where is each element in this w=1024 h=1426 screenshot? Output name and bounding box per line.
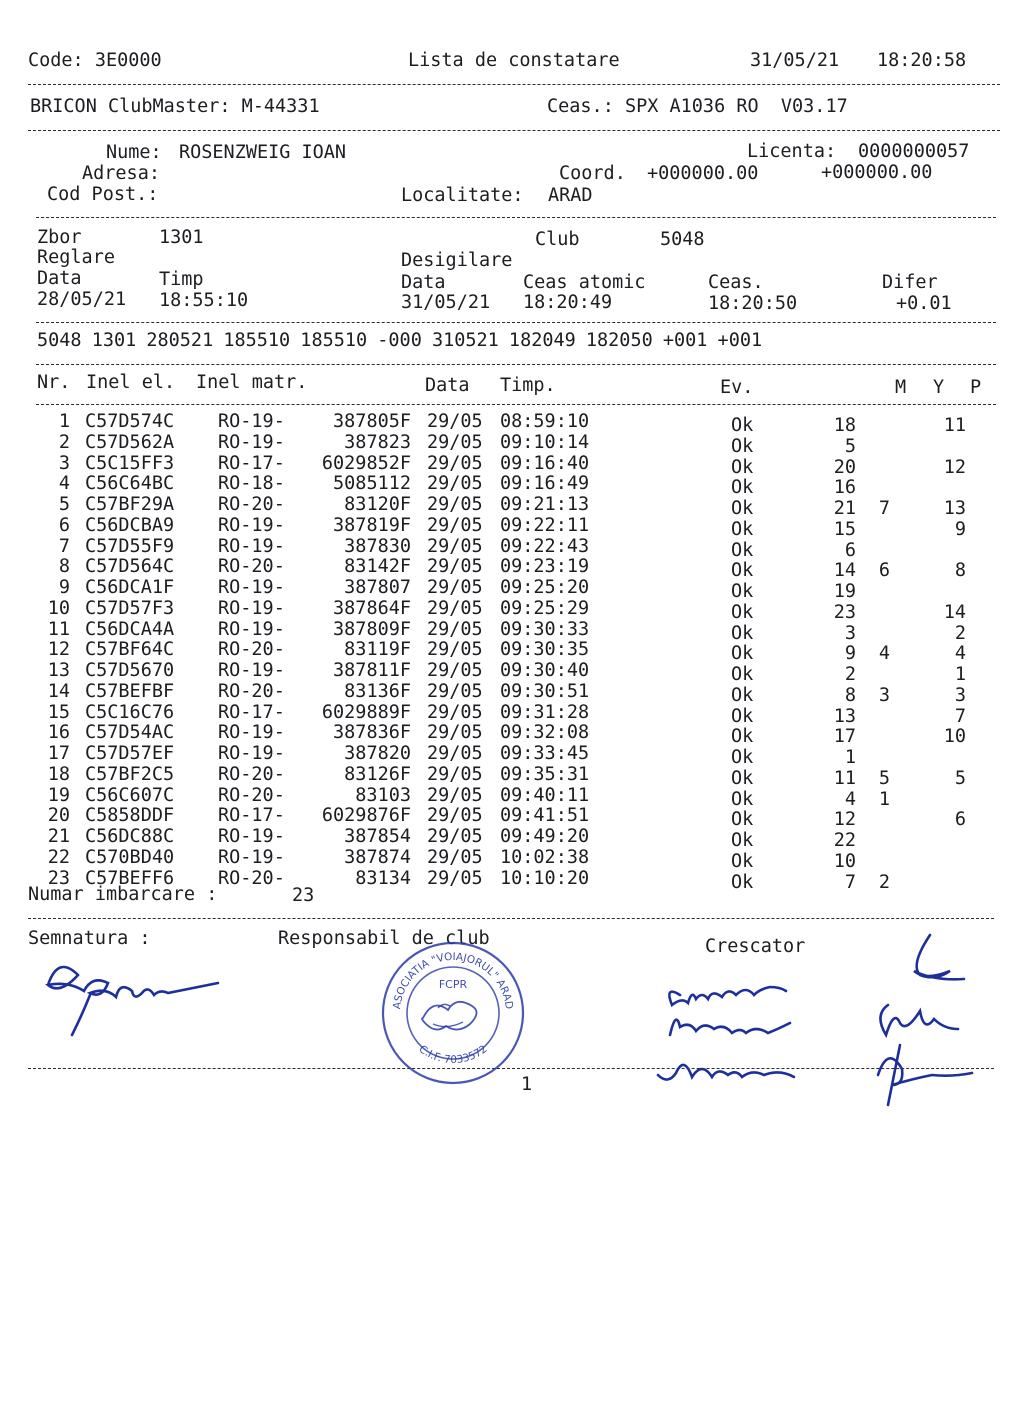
rank-p: 12 <box>943 456 966 478</box>
divider <box>28 84 1000 85</box>
print-date: 31/05/21 <box>750 50 840 71</box>
electronic-ring: C56C607C <box>85 784 175 806</box>
arrival-time: 09:30:35 <box>500 639 590 661</box>
signature-scribble-right <box>650 925 1000 1125</box>
signature-scribble-left <box>30 945 250 1045</box>
event-status: Ok <box>731 830 754 851</box>
ring-prefix: RO-19- <box>218 431 285 453</box>
ring-prefix: RO-20- <box>218 639 285 661</box>
divider <box>36 217 996 218</box>
stamp-text-top: ASOCIATIA "VOIAJORUL" ARAD <box>391 950 515 1010</box>
electronic-ring: C5C16C76 <box>85 701 175 723</box>
arrival-date: 29/05 <box>427 867 483 889</box>
divider <box>28 130 1000 131</box>
electronic-ring: C57D5670 <box>85 660 175 681</box>
ring-prefix: RO-18- <box>218 473 285 495</box>
row-number: 23 <box>47 867 70 889</box>
col-p: P <box>970 377 982 398</box>
arrival-time: 09:25:20 <box>500 577 590 598</box>
row-number: 7 <box>58 535 70 557</box>
event-status: Ok <box>731 747 754 768</box>
rank-m: 7 <box>844 871 856 893</box>
arrival-time: 09:32:08 <box>500 722 590 744</box>
event-status: Ok <box>731 518 754 540</box>
arrival-time: 09:25:29 <box>500 597 590 619</box>
rank-m: 14 <box>833 560 856 582</box>
electronic-ring: C57BF64C <box>85 639 175 661</box>
ring-number: 387819F <box>333 514 411 536</box>
arrival-time: 09:40:11 <box>500 784 590 806</box>
arrival-time: 10:02:38 <box>500 846 590 868</box>
arrival-date: 29/05 <box>427 701 483 723</box>
ring-number: 387874 <box>344 846 411 868</box>
event-status: Ok <box>731 788 754 810</box>
atomic-clock-label: Ceas atomic <box>523 272 646 293</box>
rank-m: 22 <box>833 830 856 851</box>
rank-p: 1 <box>954 664 966 685</box>
event-status: Ok <box>731 705 754 727</box>
arrival-time: 08:59:10 <box>500 411 590 432</box>
ring-prefix: RO-17- <box>218 805 285 827</box>
rank-m: 10 <box>833 850 856 872</box>
electronic-ring: C56DCA1F <box>85 577 175 598</box>
arrival-date: 29/05 <box>427 473 483 495</box>
event-status: Ok <box>731 415 754 436</box>
address-label: Adresa: <box>82 163 160 184</box>
ring-number: 83120F <box>344 494 411 515</box>
arrival-date: 29/05 <box>427 618 483 640</box>
rank-m: 8 <box>844 684 856 706</box>
event-status: Ok <box>731 684 754 706</box>
arrival-date: 29/05 <box>427 494 483 515</box>
ring-prefix: RO-17- <box>218 701 285 723</box>
row-number: 14 <box>47 680 70 702</box>
ring-number: 387823 <box>344 431 411 453</box>
rank-p: 6 <box>954 809 966 831</box>
event-status: Ok <box>731 539 754 561</box>
electronic-ring: C57D54AC <box>85 722 175 744</box>
arrival-date: 29/05 <box>427 743 483 764</box>
code-label: Code: 3E0000 <box>28 50 162 71</box>
name-label: Nume: <box>106 142 162 163</box>
ring-number: 387811F <box>333 660 411 681</box>
arrival-time: 09:49:20 <box>500 826 590 847</box>
rank-p: 3 <box>954 684 966 706</box>
arrival-time: 09:30:51 <box>500 680 590 702</box>
arrival-time: 09:16:49 <box>500 473 590 495</box>
coord-y: +000000.00 <box>821 162 933 183</box>
electronic-ring: C57D57EF <box>85 743 175 764</box>
row-number: 13 <box>47 660 70 681</box>
ring-number: 83136F <box>344 680 411 702</box>
ring-prefix: RO-19- <box>218 597 285 619</box>
rank-m: 15 <box>833 518 856 540</box>
ring-prefix: RO-20- <box>218 867 285 889</box>
rank-p: 7 <box>954 705 966 727</box>
rank-m: 9 <box>844 643 856 665</box>
ring-prefix: RO-20- <box>218 784 285 806</box>
rank-p: 9 <box>954 518 966 540</box>
ring-number: 6029889F <box>321 701 411 723</box>
event-status: Ok <box>731 622 754 644</box>
unsealing-date-label: Data <box>401 272 446 293</box>
rank-m: 11 <box>833 767 856 789</box>
license-label: Licenta: <box>747 141 837 162</box>
boarding-count-label: Numar imbarcare : <box>28 884 218 905</box>
divider <box>36 364 996 365</box>
arrival-time: 09:22:11 <box>500 514 590 536</box>
flight-label: Zbor <box>37 227 82 248</box>
ring-prefix: RO-19- <box>218 514 285 536</box>
arrival-date: 29/05 <box>427 577 483 598</box>
ring-number: 83126F <box>344 763 411 785</box>
atomic-clock-time: 18:20:49 <box>523 292 613 313</box>
ring-number: 387820 <box>344 743 411 764</box>
electronic-ring: C57BEFBF <box>85 680 175 702</box>
setting-date: 28/05/21 <box>37 289 127 310</box>
ring-prefix: RO-19- <box>218 660 285 681</box>
event-status: Ok <box>731 809 754 831</box>
electronic-ring: C570BD40 <box>85 846 175 868</box>
ring-prefix: RO-17- <box>218 452 285 474</box>
ring-prefix: RO-19- <box>218 743 285 764</box>
code-line: 5048 1301 280521 185510 185510 -000 310521 182049 182050 +001 +001 <box>37 330 763 351</box>
locality: ARAD <box>548 185 593 206</box>
row-number: 3 <box>58 452 70 474</box>
difference-label: Difer <box>882 272 938 293</box>
col-y: Y <box>933 377 945 398</box>
ring-number: 6029876F <box>321 805 411 827</box>
arrival-date: 29/05 <box>427 411 483 432</box>
arrival-date: 29/05 <box>427 514 483 536</box>
boarding-count: 23 <box>292 885 315 906</box>
rank-m: 3 <box>844 622 856 644</box>
club-stamp <box>378 938 528 1088</box>
row-number: 5 <box>58 494 70 515</box>
signature-label: Semnatura : <box>28 928 151 949</box>
club-number: 5048 <box>660 229 705 250</box>
arrival-time: 10:10:20 <box>500 867 590 889</box>
ring-prefix: RO-20- <box>218 494 285 515</box>
rank-m: 2 <box>844 664 856 685</box>
row-number: 19 <box>47 784 70 806</box>
rank-m: 19 <box>833 581 856 602</box>
row-number: 20 <box>47 805 70 827</box>
event-status: Ok <box>731 871 754 893</box>
clock-label: Ceas. <box>708 272 764 293</box>
event-status: Ok <box>731 726 754 748</box>
rank-m: 12 <box>833 809 856 831</box>
print-time: 18:20:58 <box>877 50 967 71</box>
col-inel-el: Inel el. <box>86 372 176 393</box>
ring-number: 387864F <box>333 597 411 619</box>
electronic-ring: C57BF29A <box>85 494 175 515</box>
divider <box>28 918 994 919</box>
rank-p: 11 <box>943 415 966 436</box>
electronic-ring: C57D564C <box>85 556 175 578</box>
rank-m: 1 <box>844 747 856 768</box>
rank-y: 6 <box>878 560 890 582</box>
ring-number: 387805F <box>333 411 411 432</box>
clock-id: Ceas.: SPX A1036 RO V03.17 <box>547 96 848 117</box>
license-number: 0000000057 <box>858 141 970 162</box>
row-number: 22 <box>47 846 70 868</box>
rank-y: 5 <box>878 767 890 789</box>
stamp-text-mid: FCPR <box>438 978 468 991</box>
arrival-time: 09:22:43 <box>500 535 590 557</box>
rank-y: 4 <box>878 643 890 665</box>
arrival-time: 09:16:40 <box>500 452 590 474</box>
clubmaster-id: BRICON ClubMaster: M-44331 <box>30 96 320 117</box>
stamp-text-bottom: C.I.F. 7033572 <box>416 1043 490 1067</box>
arrival-date: 29/05 <box>427 826 483 847</box>
event-status: Ok <box>731 581 754 602</box>
locality-label: Localitate: <box>401 185 524 206</box>
owner-name: ROSENZWEIG IOAN <box>179 142 347 163</box>
row-number: 4 <box>58 473 70 495</box>
arrival-date: 29/05 <box>427 660 483 681</box>
row-number: 21 <box>47 826 70 847</box>
electronic-ring: C57D574C <box>85 411 175 432</box>
rank-y: 7 <box>878 498 890 519</box>
arrival-time: 09:10:14 <box>500 431 590 453</box>
rank-m: 4 <box>844 788 856 810</box>
ring-prefix: RO-19- <box>218 846 285 868</box>
col-ev: Ev. <box>720 377 754 398</box>
arrival-time: 09:33:45 <box>500 743 590 764</box>
arrival-date: 29/05 <box>427 784 483 806</box>
rank-p: 8 <box>954 560 966 582</box>
flight-number: 1301 <box>159 227 204 248</box>
electronic-ring: C57D562A <box>85 431 175 453</box>
electronic-ring: C56DC88C <box>85 826 175 847</box>
event-status: Ok <box>731 477 754 499</box>
row-number: 1 <box>58 411 70 432</box>
rank-m: 13 <box>833 705 856 727</box>
arrival-date: 29/05 <box>427 763 483 785</box>
unsealing-label: Desigilare <box>401 250 513 271</box>
rank-p: 13 <box>943 498 966 519</box>
page-number: 1 <box>521 1074 533 1095</box>
ring-prefix: RO-19- <box>218 618 285 640</box>
row-number: 12 <box>47 639 70 661</box>
ring-number: 83119F <box>344 639 411 661</box>
row-number: 8 <box>58 556 70 578</box>
ring-number: 387830 <box>344 535 411 557</box>
event-status: Ok <box>731 435 754 457</box>
arrival-date: 29/05 <box>427 556 483 578</box>
arrival-date: 29/05 <box>427 431 483 453</box>
ring-number: 6029852F <box>321 452 411 474</box>
arrival-date: 29/05 <box>427 452 483 474</box>
row-number: 9 <box>58 577 70 598</box>
event-status: Ok <box>731 664 754 685</box>
row-number: 17 <box>47 743 70 764</box>
arrival-time: 09:21:13 <box>500 494 590 515</box>
ring-number: 83142F <box>344 556 411 578</box>
col-data: Data <box>425 375 470 396</box>
rank-y: 2 <box>878 871 890 893</box>
event-status: Ok <box>731 456 754 478</box>
col-timp: Timp. <box>500 375 556 396</box>
rank-p: 4 <box>954 643 966 665</box>
event-status: Ok <box>731 601 754 623</box>
electronic-ring: C57BEFF6 <box>85 867 175 889</box>
arrival-date: 29/05 <box>427 680 483 702</box>
rank-m: 6 <box>844 539 856 561</box>
setting-time-label: Timp <box>159 269 204 290</box>
row-number: 16 <box>47 722 70 744</box>
row-number: 2 <box>58 431 70 453</box>
electronic-ring: C56DCBA9 <box>85 514 175 536</box>
electronic-ring: C5C15FF3 <box>85 452 175 474</box>
postal-code-label: Cod Post.: <box>47 184 159 205</box>
rank-y: 1 <box>878 788 890 810</box>
arrival-time: 09:30:33 <box>500 618 590 640</box>
arrival-date: 29/05 <box>427 722 483 744</box>
row-number: 10 <box>47 597 70 619</box>
electronic-ring: C57D55F9 <box>85 535 175 557</box>
col-m: M <box>895 377 907 398</box>
row-number: 6 <box>58 514 70 536</box>
ring-number: 5085112 <box>333 473 411 495</box>
event-status: Ok <box>731 560 754 582</box>
ring-number: 387807 <box>344 577 411 598</box>
coord-label: Coord. <box>559 163 626 184</box>
electronic-ring: C56C64BC <box>85 473 175 495</box>
electronic-ring: C57D57F3 <box>85 597 175 619</box>
row-number: 18 <box>47 763 70 785</box>
rank-p: 2 <box>954 622 966 644</box>
arrival-date: 29/05 <box>427 805 483 827</box>
ring-prefix: RO-19- <box>218 722 285 744</box>
arrival-date: 29/05 <box>427 639 483 661</box>
arrival-date: 29/05 <box>427 597 483 619</box>
difference-value: +0.01 <box>896 293 952 314</box>
ring-number: 387854 <box>344 826 411 847</box>
divider <box>36 404 996 405</box>
row-number: 11 <box>47 618 70 640</box>
document-title: Lista de constatare <box>408 50 620 71</box>
arrival-date: 29/05 <box>427 535 483 557</box>
setting-date-label: Data <box>37 268 82 289</box>
ring-prefix: RO-19- <box>218 577 285 598</box>
rank-m: 5 <box>844 435 856 457</box>
rank-y: 3 <box>878 684 890 706</box>
arrival-time: 09:30:40 <box>500 660 590 681</box>
event-status: Ok <box>731 850 754 872</box>
electronic-ring: C57BF2C5 <box>85 763 175 785</box>
ring-number: 387836F <box>333 722 411 744</box>
rank-m: 20 <box>833 456 856 478</box>
setting-time: 18:55:10 <box>159 290 249 311</box>
ring-prefix: RO-20- <box>218 556 285 578</box>
arrival-time: 09:35:31 <box>500 763 590 785</box>
row-number: 15 <box>47 701 70 723</box>
ring-prefix: RO-19- <box>218 826 285 847</box>
electronic-ring: C5858DDF <box>85 805 175 827</box>
col-inel-matr: Inel matr. <box>196 372 308 393</box>
clock-time: 18:20:50 <box>708 293 798 314</box>
arrival-time: 09:23:19 <box>500 556 590 578</box>
rank-p: 5 <box>954 767 966 789</box>
arrival-time: 09:31:28 <box>500 701 590 723</box>
ring-prefix: RO-20- <box>218 680 285 702</box>
event-status: Ok <box>731 498 754 519</box>
event-status: Ok <box>731 643 754 665</box>
ring-prefix: RO-19- <box>218 411 285 432</box>
arrival-date: 29/05 <box>427 846 483 868</box>
ring-number: 83134 <box>355 867 411 889</box>
rank-m: 16 <box>833 477 856 499</box>
event-status: Ok <box>731 767 754 789</box>
col-nr: Nr. <box>37 372 71 393</box>
rank-m: 17 <box>833 726 856 748</box>
ring-prefix: RO-19- <box>218 535 285 557</box>
rank-m: 23 <box>833 601 856 623</box>
club-officer-label: Responsabil de club <box>278 928 490 949</box>
ring-number: 387809F <box>333 618 411 640</box>
rank-p: 10 <box>943 726 966 748</box>
coord-x: +000000.00 <box>647 163 759 184</box>
setting-label: Reglare <box>37 247 115 268</box>
divider <box>36 322 996 323</box>
ring-prefix: RO-20- <box>218 763 285 785</box>
rank-m: 18 <box>833 415 856 436</box>
rank-p: 14 <box>943 601 966 623</box>
unsealing-date: 31/05/21 <box>401 292 491 313</box>
breeder-label: Crescator <box>705 936 806 957</box>
ring-number: 83103 <box>355 784 411 806</box>
club-label: Club <box>535 229 580 250</box>
electronic-ring: C56DCA4A <box>85 618 175 640</box>
arrival-time: 09:41:51 <box>500 805 590 827</box>
rank-m: 21 <box>833 498 856 519</box>
